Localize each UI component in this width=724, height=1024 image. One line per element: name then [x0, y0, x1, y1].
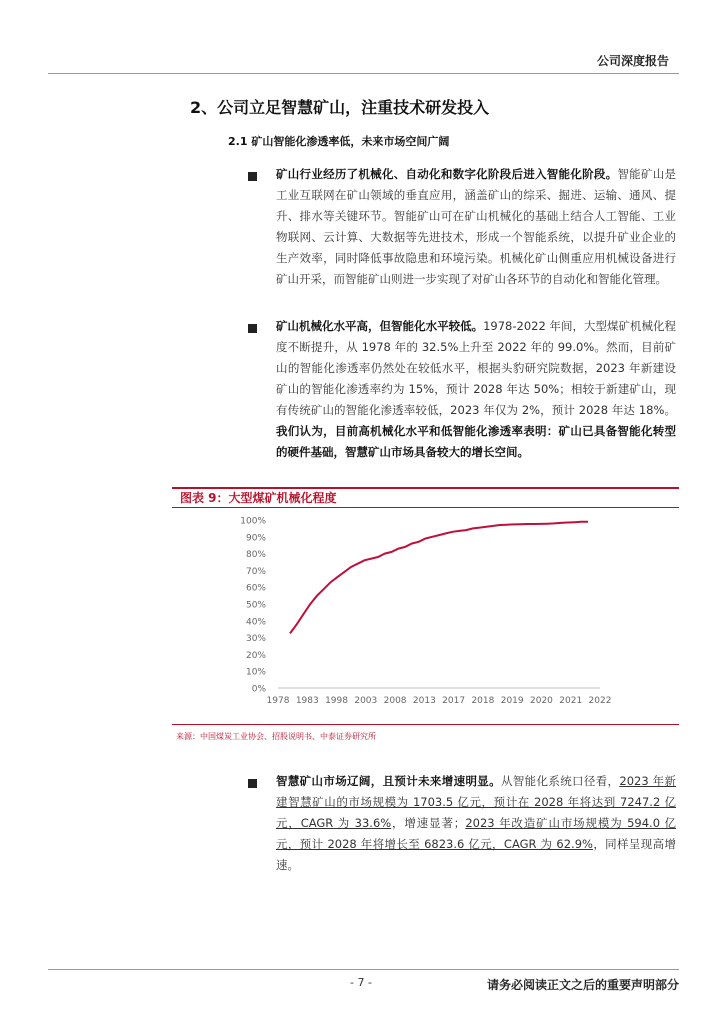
paragraph-3-text-a: 从智能化系统口径看， [500, 774, 620, 788]
footer-divider [48, 969, 679, 970]
y-tick-label: 30% [245, 634, 266, 645]
x-tick-label: 2008 [383, 696, 407, 706]
paragraph-1 [276, 164, 676, 290]
paragraph-3 [276, 771, 676, 876]
x-axis [267, 688, 612, 706]
series-line [290, 522, 588, 634]
y-tick-label: 80% [245, 550, 266, 561]
x-tick-label: 2019 [500, 696, 524, 706]
y-tick-label: 70% [245, 566, 266, 577]
figure-title: 图表 9：大型煤矿机械化程度 [180, 491, 337, 505]
paragraph-3-lead: 智慧矿山市场辽阔，且预计未来增速明显。 [276, 774, 501, 788]
x-tick-label: 1983 [295, 696, 319, 706]
x-tick-label: 2018 [471, 696, 495, 706]
y-tick-label: 40% [245, 617, 266, 628]
disclaimer-note: 请务必阅读正文之后的重要声明部分 [486, 978, 679, 992]
x-tick-label: 2017 [442, 696, 466, 706]
x-tick-label: 2021 [559, 696, 583, 706]
x-tick-label: 2003 [354, 696, 378, 706]
paragraph-3-new-mine-market: 2023 年新建智慧矿山的市场规模为 1703.5 亿元，预计在 2028 年将达到 7247.2 亿元，CAGR 为 33.6% [276, 774, 677, 830]
paragraph-2 [276, 316, 676, 463]
figure-title-rule [172, 507, 679, 508]
section-title: 2、公司立足智慧矿山，注重技术研发投入 [190, 98, 490, 117]
y-tick-label: 10% [245, 667, 266, 678]
y-tick-label: 90% [245, 533, 266, 544]
y-axis [240, 517, 266, 695]
y-tick-label: 20% [245, 650, 266, 661]
report-type-header: 公司深度报告 [596, 54, 669, 68]
subsection-title: 2.1 矿山智能化渗透率低，未来市场空间广阔 [228, 135, 450, 148]
paragraph-3-text-b: ，增速显著； [391, 816, 466, 830]
y-tick-label: 50% [245, 600, 266, 611]
y-tick-label: 100% [240, 516, 266, 527]
bullet-square-icon [248, 172, 257, 181]
paragraph-2-conclusion: 我们认为，目前高机械化水平和低智能化渗透率表明：矿山已具备智能化转型的硬件基础，智慧矿山市场具备较大的增长空间。 [276, 424, 676, 459]
paragraph-2-body: 1978-2022 年间，大型煤矿机械化程度不断提升，从 1978 年的 32.5%上升至 2022 年的 99.0%。然而，目前矿山的智能化渗透率仍然处在较低水平，根据头豹研究院数据，2023 年新建设矿山的智能化渗透率约为 15%，预计 2028 年达 50%；相较于新建矿山，现有传统矿山的智能化渗透率较低，2023 年仅为 2%，预计 2028 年达 18%。 [276, 319, 677, 417]
paragraph-2-lead: 矿山机械化水平高，但智能化水平较低。 [276, 319, 484, 333]
x-tick-label: 2013 [412, 696, 436, 706]
x-tick-label: 1998 [325, 696, 348, 706]
figure-bottom-rule [172, 724, 679, 725]
bullet-square-icon [248, 324, 257, 333]
bullet-square-icon [248, 779, 257, 788]
paragraph-3-text-c: ，同样呈现高增速。 [276, 837, 676, 872]
x-tick-label: 1978 [266, 696, 290, 706]
mechanization-line-chart [190, 510, 620, 715]
paragraph-3-retrofit-market: 2023 年改造矿山市场规模为 594.0 亿元，预计 2028 年将增长至 6823.6 亿元，CAGR 为 62.9% [276, 816, 677, 851]
paragraph-1-lead: 矿山行业经历了机械化、自动化和数字化阶段后进入智能化阶段。 [276, 167, 618, 181]
header-divider [48, 73, 679, 74]
y-tick-label: 60% [245, 583, 266, 594]
page-number: - 7 - [350, 976, 372, 989]
paragraph-1-body: 智能矿山是工业互联网在矿山领域的垂直应用，涵盖矿山的综采、掘进、运输、通风、提升、排水等关键环节。智能矿山可在矿山机械化的基础上结合人工智能、工业物联网、云计算、大数据等先进技术，形成一个智能系统，以提升矿业企业的生产效率，同时降低事故隐患和环境污染。机械化矿山侧重应用机械设备进行矿山开采，而智能矿山则进一步实现了对矿山各环节的自动化和智能化管理。 [276, 167, 676, 286]
y-tick-label: 0% [251, 684, 266, 695]
figure-source: 来源：中国煤炭工业协会、招股说明书、中泰证券研究所 [176, 732, 376, 741]
x-tick-label: 2020 [530, 696, 553, 706]
x-tick-label: 2022 [588, 696, 612, 706]
